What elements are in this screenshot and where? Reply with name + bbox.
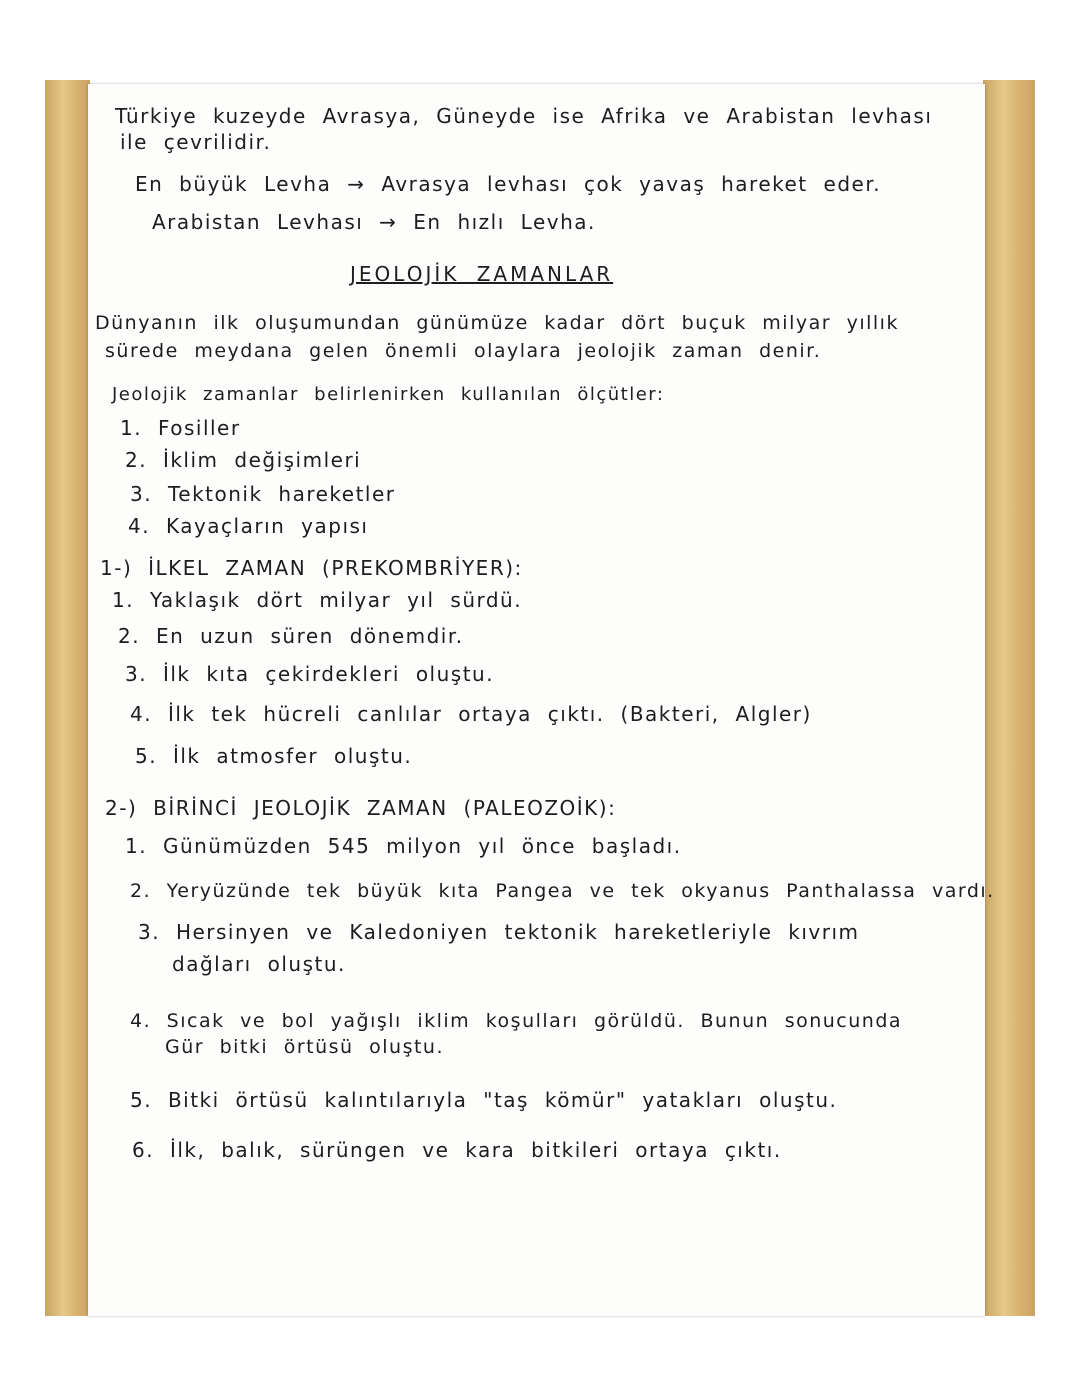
section2-item: 2. Yeryüzünde tek büyük kıta Pangea ve tek okyanus Panthalassa vardı. bbox=[130, 880, 995, 902]
wooden-table-edge-left bbox=[45, 80, 90, 1316]
section-heading: 1-) İLKEL ZAMAN (PREKOMBRİYER): bbox=[100, 556, 523, 580]
section2-item: Gür bitki örtüsü oluştu. bbox=[165, 1036, 445, 1058]
page-title: JEOLOJİK ZAMANLAR bbox=[350, 262, 614, 286]
section2-item: 5. Bitki örtüsü kalıntılarıyla "taş kömür" yatakları oluştu. bbox=[130, 1088, 838, 1112]
section2-item: 4. Sıcak ve bol yağışlı iklim koşulları görüldü. Bunun sonucunda bbox=[130, 1010, 903, 1032]
section2-item: 1. Günümüzden 545 milyon yıl önce başladı. bbox=[125, 834, 682, 858]
definition-line: Dünyanın ilk oluşumundan günümüze kadar dört buçuk milyar yıllık bbox=[95, 312, 899, 334]
criteria-heading: Jeolojik zamanlar belirlenirken kullanılan ölçütler: bbox=[112, 384, 665, 405]
intro-line: ile çevrilidir. bbox=[120, 130, 272, 154]
wooden-table-edge-right bbox=[983, 80, 1035, 1316]
criteria-item: 3. Tektonik hareketler bbox=[130, 482, 396, 506]
section1-item: 1. Yaklaşık dört milyar yıl sürdü. bbox=[112, 588, 523, 612]
section2-item: 3. Hersinyen ve Kaledoniyen tektonik hareketleriyle kıvrım bbox=[138, 920, 860, 944]
section1-item: 3. İlk kıta çekirdekleri oluştu. bbox=[125, 662, 495, 686]
section1-item: 4. İlk tek hücreli canlılar ortaya çıktı. (Bakteri, Algler) bbox=[130, 702, 812, 726]
intro-line: Türkiye kuzeyde Avrasya, Güneyde ise Afrika ve Arabistan levhası bbox=[115, 104, 933, 128]
section1-item: 5. İlk atmosfer oluştu. bbox=[135, 744, 413, 768]
intro-line: En büyük Levha → Avrasya levhası çok yavaş hareket eder. bbox=[135, 172, 882, 196]
criteria-item: 2. İklim değişimleri bbox=[125, 448, 362, 472]
section2-item: 6. İlk, balık, sürüngen ve kara bitkileri ortaya çıktı. bbox=[132, 1138, 782, 1162]
section1-item: 2. En uzun süren dönemdir. bbox=[118, 624, 464, 648]
section-heading: 2-) BİRİNCİ JEOLOJİK ZAMAN (PALEOZOİK): bbox=[105, 796, 617, 820]
criteria-item: 4. Kayaçların yapısı bbox=[128, 514, 369, 538]
intro-line: Arabistan Levhası → En hızlı Levha. bbox=[152, 210, 596, 234]
section2-item: dağları oluştu. bbox=[172, 952, 346, 976]
definition-line: sürede meydana gelen önemli olaylara jeolojik zaman denir. bbox=[105, 340, 822, 362]
criteria-item: 1. Fosiller bbox=[120, 416, 241, 440]
